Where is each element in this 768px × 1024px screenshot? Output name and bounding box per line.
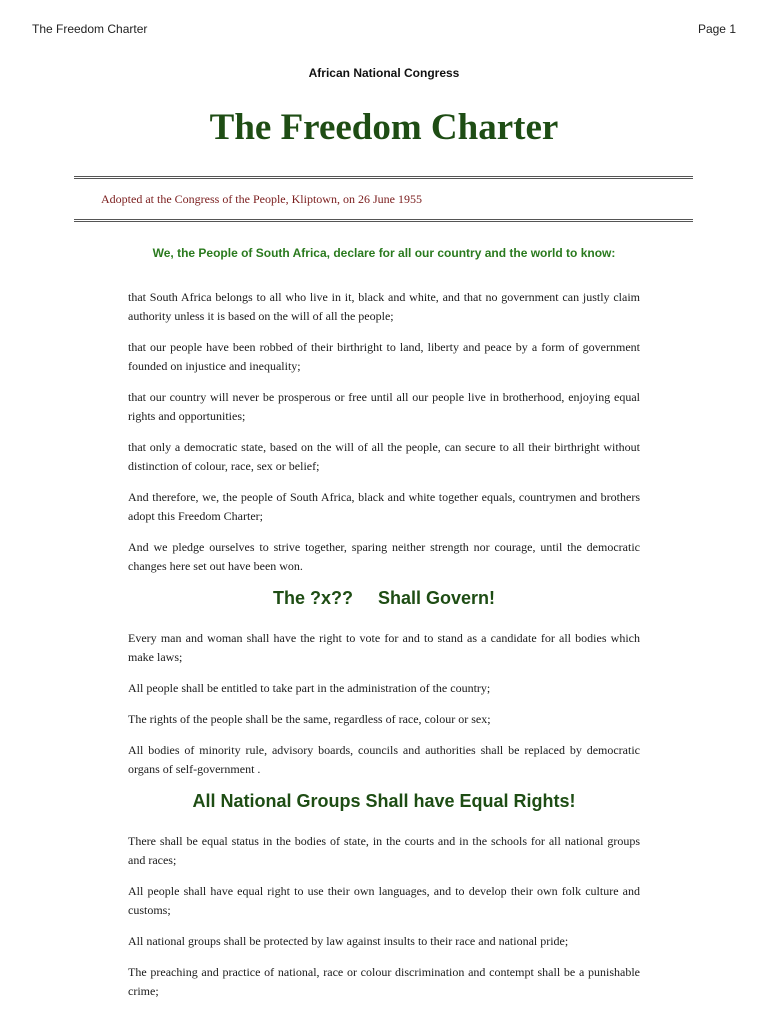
section-paragraph: The rights of the people shall be the same, regardless of race, colour or sex;	[128, 712, 491, 726]
section-paragraph: All people shall have equal right to use their own languages, and to develop their own folk culture and customs;	[128, 884, 640, 917]
preamble-paragraph: that South Africa belongs to all who live in it, black and white, and that no government can justly claim authority unless it is based on the will of all the people;	[128, 290, 640, 323]
page-title: The Freedom Charter	[209, 107, 559, 148]
bottom-divider	[74, 219, 693, 222]
section-paragraph: The preaching and practice of national, race or colour discrimination and contempt shall be a punishable crime;	[128, 965, 640, 998]
top-divider	[74, 176, 693, 179]
section-heading-people-govern: The ?x?? Shall Govern!	[272, 588, 496, 608]
header-document-title: The Freedom Charter	[32, 22, 148, 36]
preamble-paragraph: And we pledge ourselves to strive together, sparing neither strength nor courage, until the democratic changes here set out have been won.	[128, 540, 640, 573]
section-paragraph: All bodies of minority rule, advisory boards, councils and authorities shall be replaced by democratic organs of self-government .	[128, 743, 640, 776]
page-header	[32, 22, 736, 36]
preamble-paragraph: that our people have been robbed of their birthright to land, liberty and peace by a form of government founded on injustice and inequality;	[128, 340, 640, 373]
charter-body	[128, 288, 640, 1013]
header-page-number: Page 1	[697, 22, 736, 36]
section-paragraph: All people shall be entitled to take part in the administration of the country;	[128, 681, 491, 695]
preamble-paragraph: And therefore, we, the people of South Africa, black and white together equals, countrymen and brothers adopt this Freedom Charter;	[128, 490, 640, 523]
preamble-paragraph: that our country will never be prosperous or free until all our people live in brotherhood, enjoying equal rights and opportunities;	[128, 390, 640, 423]
preamble-paragraph: that only a democratic state, based on the will of all the people, can secure to all their birthright without distinction of colour, race, sex or belief;	[128, 440, 640, 473]
section-paragraph: All national groups shall be protected by law against insults to their race and national pride;	[128, 934, 569, 948]
section-paragraph: There shall be equal status in the bodies of state, in the courts and in the schools for all national groups and races;	[128, 834, 640, 867]
section-paragraph: Every man and woman shall have the right to vote for and to stand as a candidate for all bodies which make laws;	[128, 631, 640, 664]
adoption-note: Adopted at the Congress of the People, Kliptown, on 26 June 1955	[101, 192, 422, 206]
declaration-heading: We, the People of South Africa, declare for all our country and the world to know:	[152, 246, 616, 260]
section-heading-equal-rights: All National Groups Shall have Equal Rights!	[192, 791, 576, 811]
organization-name: African National Congress	[308, 66, 460, 80]
